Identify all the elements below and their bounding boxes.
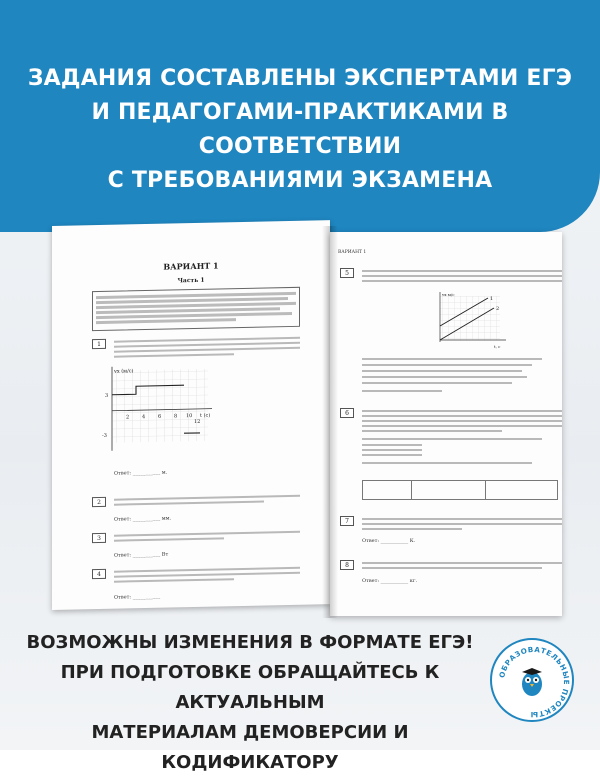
banner-line: ЗАДАНИЯ СОСТАВЛЕНЫ ЭКСПЕРТАМИ ЕГЭ <box>27 66 573 91</box>
right-page-header: ВАРИАНТ 1 <box>338 250 367 255</box>
variant-title: ВАРИАНТ 1 <box>163 260 219 272</box>
graph-ylabel: vx (м/с) <box>114 368 134 375</box>
tick-x: 4 <box>142 414 146 421</box>
graph-series-label: 1 <box>490 296 494 302</box>
instructions-box <box>92 287 300 331</box>
tick-x: 10 <box>186 413 193 420</box>
part-title: Часть 1 <box>177 276 205 285</box>
logo-text: ОБРАЗОВАТЕЛЬНЫЕ ПРОЕКТЫ <box>497 644 572 720</box>
task-answer: Ответ: ___________ кг. <box>362 578 418 584</box>
banner-title <box>20 62 580 198</box>
velocity-lines-graph <box>430 290 510 350</box>
velocity-graph <box>100 362 220 455</box>
open-book-image <box>52 226 560 614</box>
book-gutter <box>322 226 338 618</box>
bottom-notice <box>20 628 480 778</box>
task-answer: Ответ: ___________ Вт <box>114 551 169 559</box>
task-number: 3 <box>92 533 106 543</box>
task-number: 7 <box>340 516 354 526</box>
owl-logo-icon <box>492 640 576 724</box>
tick-x: 6 <box>158 413 162 420</box>
publisher-logo <box>490 638 574 722</box>
task-number: 8 <box>340 560 354 570</box>
notice-line: ПРИ ПОДГОТОВКЕ ОБРАЩАЙТЕСЬ К АКТУАЛЬНЫМ <box>60 662 440 713</box>
tick-y: 3 <box>105 392 109 399</box>
left-page <box>52 220 330 610</box>
tick-x: 2 <box>126 414 130 421</box>
tick-x: 8 <box>174 413 178 420</box>
answer-table <box>362 480 558 500</box>
tick-x: 12 <box>194 418 201 426</box>
task-answer: Ответ: ___________ <box>114 593 161 601</box>
task-answer: Ответ: ___________ К. <box>362 538 416 544</box>
graph-xlabel: t (с) <box>200 412 211 419</box>
banner-line: И ПЕДАГОГАМИ-ПРАКТИКАМИ В СООТВЕТСТВИИ <box>91 100 509 159</box>
task-number: 6 <box>340 408 354 418</box>
task-number: 2 <box>92 497 106 507</box>
notice-line: ВОЗМОЖНЫ ИЗМЕНЕНИЯ В ФОРМАТЕ ЕГЭ! <box>26 632 474 653</box>
banner-line: С ТРЕБОВАНИЯМИ ЭКЗАМЕНА <box>107 168 493 193</box>
notice-line: МАТЕРИАЛАМ ДЕМОВЕРСИИ И КОДИФИКАТОРУ <box>91 722 409 773</box>
task-number: 1 <box>92 339 106 349</box>
graph-series-label: 2 <box>496 306 500 312</box>
tick-y: -3 <box>102 432 107 439</box>
task-number: 5 <box>340 268 354 278</box>
top-banner <box>0 0 600 232</box>
graph-ylabel: vx м/с <box>442 292 455 297</box>
task-answer: Ответ: ___________ мм. <box>114 515 172 523</box>
graph-xlabel: t, с <box>494 344 501 349</box>
task-number: 4 <box>92 569 106 579</box>
task-answer: Ответ: ___________ м. <box>114 469 168 477</box>
right-page <box>330 232 562 616</box>
